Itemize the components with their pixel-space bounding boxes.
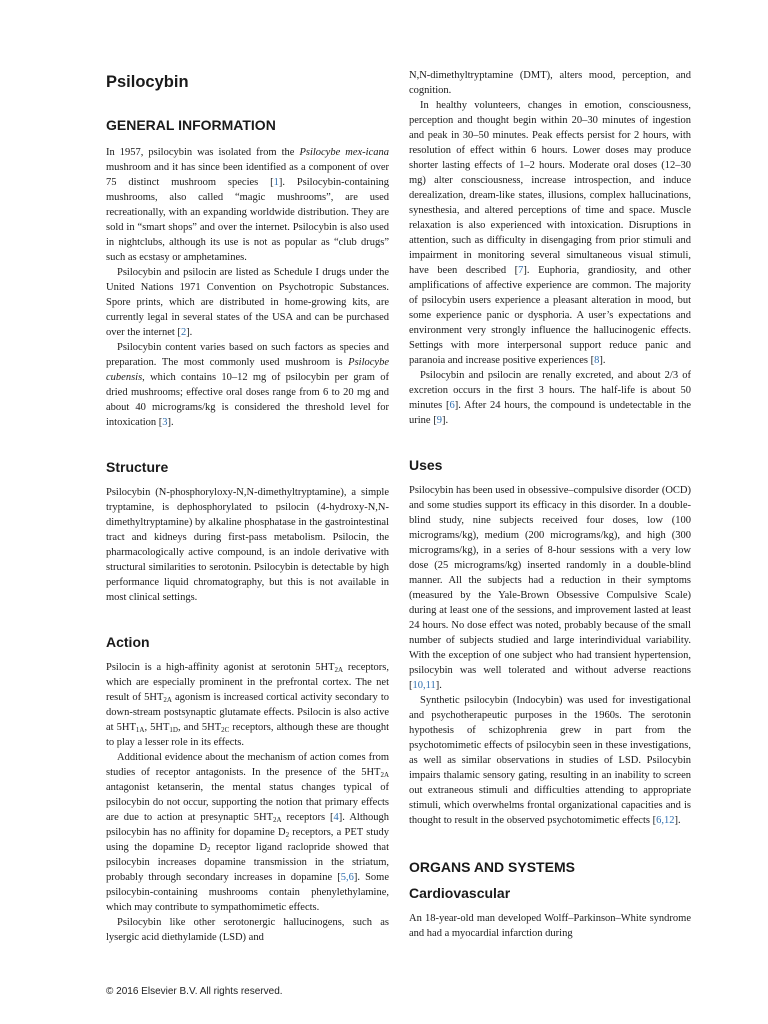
cardiovascular-paragraph: An 18-year-old man developed Wolff–Parkinson–White syndrome and had a myocardial infarction during xyxy=(409,913,691,939)
citation-link[interactable]: 8 xyxy=(594,355,600,366)
action-paragraph-1: Psilocin is a high-affinity agonist at serotonin $5HT_{2A}$ receptors, which are especially prominent in the prefrontal cortex. The net result of $5HT_{2A}$ agonism is increased cortical activity secondary to down-stream postsynaptic glutamate effects. Psilocin is also active at $5HT_{1A}$, $5HT_{1D}$, and $5HT_{2C}$ receptors, although these are thought to play a lesser role in its effects. xyxy=(106,662,389,748)
copyright-footer: © 2016 Elsevier B.V. All rights reserved. xyxy=(106,986,283,997)
citation-link[interactable]: 4 xyxy=(333,812,339,823)
right-paragraph-2: In healthy volunteers, changes in emotion, consciousness, perception and thought begin within 20–30 minutes of ingestion and peak in 30–50 minutes. Peak effects persist for 2 hours, with resolution of effect within 6 hours. Lower doses may produce shorter lasting effects of 1–2 hours. Moderate oral doses (12–30 mg) alter consciousness, increase introspection, and induce derealization, dream-like states, illusions, complex hallucinations, synesthesia, and altered perceptions of time and space. Muscle relaxation is also experienced with intoxication. Disruptions in attention, such as difficulty in disengaging from prior stimuli and impairment in monitoring several simultaneous visual stimuli, have been described [7]. Euphoria, grandiosity, and other amplifications of affective experience are common. The majority of psilocybin users experience a pleasant alteration in mood, but some experience panic or dysphoria. A user’s expectations and environment very strongly influence the hallucinogenic effects. Settings with more interpersonal support reduce panic and paranoia and increase positive experiences [8]. xyxy=(409,100,691,366)
uses-heading: Uses xyxy=(409,457,443,473)
uses-paragraph-1: Psilocybin has been used in obsessive–compulsive disorder (OCD) and some studies support its efficacy in this disorder. In a double-blind study, nine subjects received four doses, low (100 micrograms/kg), medium (200 micrograms/kg), and high (300 micrograms/kg), in a series of 8-hour sessions with a very low dose (25 micrograms/kg) inserted randomly in a double-blind manner. All the subjects had a reduction in their symptoms (measured by the Yale-Brown Obsessive Compulsive Scale) during at least one of the sessions, and improvement lasted at least 24 hours. No dose effect was noted, probably because of the small number of subjects studied and large interindividual variability. With the exception of one subject who had transient hypertension, psilocybin was well tolerated and without adverse reactions [10,11]. xyxy=(409,485,691,691)
left-column xyxy=(106,68,389,945)
cardiovascular-heading: Cardiovascular xyxy=(409,885,511,901)
citation-link[interactable]: 6,12 xyxy=(656,815,675,826)
right-paragraph-3: Psilocybin and psilocin are renally excreted, and about 2/3 of excretion occurs in the first 3 hours. The half-life is about 50 minutes [6]. After 24 hours, the compound is undetectable in the urine [9]. xyxy=(409,370,691,426)
action-paragraph-3: Psilocybin like other serotonergic hallucinogens, such as lysergic acid diethylamide (LSD) and xyxy=(106,917,389,943)
general-paragraph-2: Psilocybin and psilocin are listed as Schedule I drugs under the United Nations 1971 Convention on Psychotropic Substances. Spore prints, which are distributed in home-growing kits, are currently legal in several states of the USA and can be purchased over the internet [2]. xyxy=(106,267,389,338)
citation-link[interactable]: 1 xyxy=(273,177,279,188)
structure-heading: Structure xyxy=(106,459,169,475)
article-title: Psilocybin xyxy=(106,73,189,91)
citation-link[interactable]: 3 xyxy=(162,417,168,428)
citation-link[interactable]: 2 xyxy=(180,327,187,338)
citation-link[interactable]: 5,6 xyxy=(340,872,354,883)
general-information-heading: GENERAL INFORMATION xyxy=(106,117,276,133)
right-paragraph-1: N,N-dimethyltryptamine (DMT), alters mood, perception, and cognition. xyxy=(409,70,691,96)
right-column xyxy=(409,68,691,941)
citation-link[interactable]: 7 xyxy=(518,265,524,276)
structure-paragraph: Psilocybin (N-phosphoryloxy-N,N-dimethyltryptamine), a simple tryptamine, is dephosphorylated to psilocin (4-hydroxy-N,N-dimethyltryptamine) by alkaline phosphatase in the gastrointestinal tract and kidneys during first-pass metabolism. Psilocin, the pharmacologically active compound, is an indole derivative with structural similarities to serotonin. Psilocybin is detectable by high performance liquid chromatography, but this is not available in most clinical settings. xyxy=(106,487,389,603)
uses-paragraph-2: Synthetic psilocybin (Indocybin) was used for investigational and psychotherapeutic purposes in the 1960s. The serotonin hypothesis of schizophrenia grew in part from the psychotomimetic effects of psilocybin seen in these investigations, as well as similar observations in studies of LSD. Psilocybin impairs thalamic sensory gating, resulting in an inability to screen out extraneous stimuli and difficulties attending to appropriate stimuli, which overwhelms frontal organizational capacities and is thought to result in the observed psychotomimetic effects [6,12]. xyxy=(409,695,691,826)
citation-link[interactable]: 9 xyxy=(436,415,442,426)
organs-systems-heading: ORGANS AND SYSTEMS xyxy=(409,859,575,875)
general-paragraph-1: In 1957, psilocybin was isolated from the Psilocybe mex-icana mushroom and it has since been identified as a component of over 75 distinct mushroom species [1]. Psilocybin-containing mushrooms, also called “magic mushrooms”, are used recreationally, with an expanding worldwide distribution. They are sold in “smart shops” and over the internet. Psilocybin is also used in nightclubs, although its use is not as popular as “club drugs” such as ecstasy or amphetamines. xyxy=(106,147,390,263)
citation-link[interactable]: 6 xyxy=(449,400,455,411)
action-heading: Action xyxy=(106,634,150,650)
general-paragraph-3: Psilocybin content varies based on such factors as species and preparation. The most commonly used mushroom is Psilocybe cubensis, which contains 10–12 mg of psilocybin per gram of dried mushrooms; effective oral doses range from 6 to 20 mg and about 40 micrograms/kg is considered the threshold level for intoxication [3]. xyxy=(106,342,389,428)
citation-link[interactable]: 10,11 xyxy=(412,680,436,691)
action-paragraph-2: Additional evidence about the mechanism of action comes from studies of receptor antagonists. In the presence of the $5HT_{2A}$ antagonist ketanserin, the mental status changes typical of psilocybin do not occur, supporting the notion that primary effects are due to action at presynaptic $5HT_{2A}$ receptors [4]. Although psilocybin has no affinity for dopamine $D_2$ receptors, a PET study using the dopamine $D_2$ receptor ligand raclopride showed that psilocybin increases dopamine transmission in the striatum, probably through secondary increases in dopamine [5,6]. Some psilocybin-containing mushrooms contain phenylethylamine, which may contribute to sympathomimetic effects. xyxy=(106,752,389,913)
